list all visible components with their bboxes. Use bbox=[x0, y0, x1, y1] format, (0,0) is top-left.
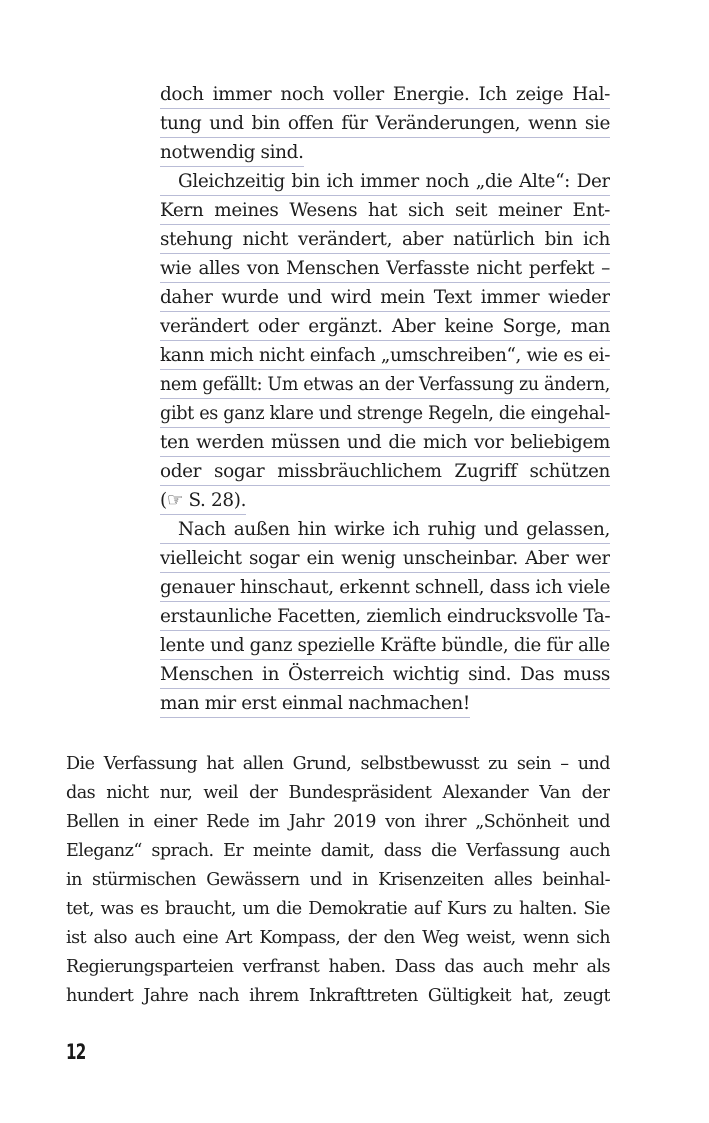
quote-line: erstaunliche Facetten, ziemlich eindrucksvolle Ta- bbox=[160, 602, 610, 631]
body-line: Die Verfassung hat allen Grund, selbstbewusst zu sein – und bbox=[66, 754, 610, 774]
quote-line: Kern meines Wesens hat sich seit meiner Ent- bbox=[160, 196, 610, 225]
quote-line: Nach außen hin wirke ich ruhig und gelassen, bbox=[160, 515, 610, 544]
quote-line: stehung nicht verändert, aber natürlich bin ich bbox=[160, 225, 610, 254]
body-line: hundert Jahre nach ihrem Inkrafttreten Gültigkeit hat, zeugt bbox=[66, 986, 610, 1006]
body-line: Eleganz“ sprach. Er meinte damit, dass die Verfassung auch bbox=[66, 841, 610, 861]
quote-line: tung und bin offen für Veränderungen, wenn sie bbox=[160, 109, 610, 138]
quote-line: vielleicht sogar ein wenig unscheinbar. Aber wer bbox=[160, 544, 610, 573]
quote-line: lente und ganz spezielle Kräfte bündle, die für alle bbox=[160, 631, 610, 660]
quote-line: daher wurde und wird mein Text immer wieder bbox=[160, 283, 610, 312]
body-line: das nicht nur, weil der Bundespräsident Alexander Van der bbox=[66, 783, 610, 803]
body-paragraph bbox=[66, 750, 610, 1011]
personified-quote-block bbox=[160, 80, 610, 718]
quote-line: doch immer noch voller Energie. Ich zeige Hal- bbox=[160, 80, 610, 109]
quote-line: genauer hinschaut, erkennt schnell, dass ich viele bbox=[160, 573, 610, 602]
quote-line: gibt es ganz klare und strenge Regeln, die eingehal- bbox=[160, 399, 610, 428]
body-line: tet, was es braucht, um die Demokratie auf Kurs zu halten. Sie bbox=[66, 899, 610, 919]
quote-line: Gleichzeitig bin ich immer noch „die Alte“: Der bbox=[160, 167, 610, 196]
body-line: Bellen in einer Rede im Jahr 2019 von ihrer „Schönheit und bbox=[66, 812, 610, 832]
quote-line: notwendig sind. bbox=[160, 138, 304, 167]
quote-line: ten werden müssen und die mich vor beliebigem bbox=[160, 428, 610, 457]
quote-line: kann mich nicht einfach „umschreiben“, wie es ei- bbox=[160, 341, 610, 370]
quote-line: verändert oder ergänzt. Aber keine Sorge, man bbox=[160, 312, 610, 341]
quote-line: Menschen in Österreich wichtig sind. Das muss bbox=[160, 660, 610, 689]
quote-line: wie alles von Menschen Verfasste nicht perfekt – bbox=[160, 254, 610, 283]
body-line: ist also auch eine Art Kompass, der den Weg weist, wenn sich bbox=[66, 928, 610, 948]
quote-line: man mir erst einmal nachmachen! bbox=[160, 689, 470, 718]
quote-line: oder sogar missbräuchlichem Zugriff schützen bbox=[160, 457, 610, 486]
body-line: Regierungsparteien verfranst haben. Dass das auch mehr als bbox=[66, 957, 610, 977]
page-number: 12 bbox=[66, 1040, 86, 1064]
quote-line: nem gefällt: Um etwas an der Verfassung zu ändern, bbox=[160, 370, 610, 399]
body-line: in stürmischen Gewässern und in Krisenzeiten alles beinhal- bbox=[66, 870, 610, 890]
page-reference[interactable]: (☞ S. 28). bbox=[160, 486, 246, 515]
